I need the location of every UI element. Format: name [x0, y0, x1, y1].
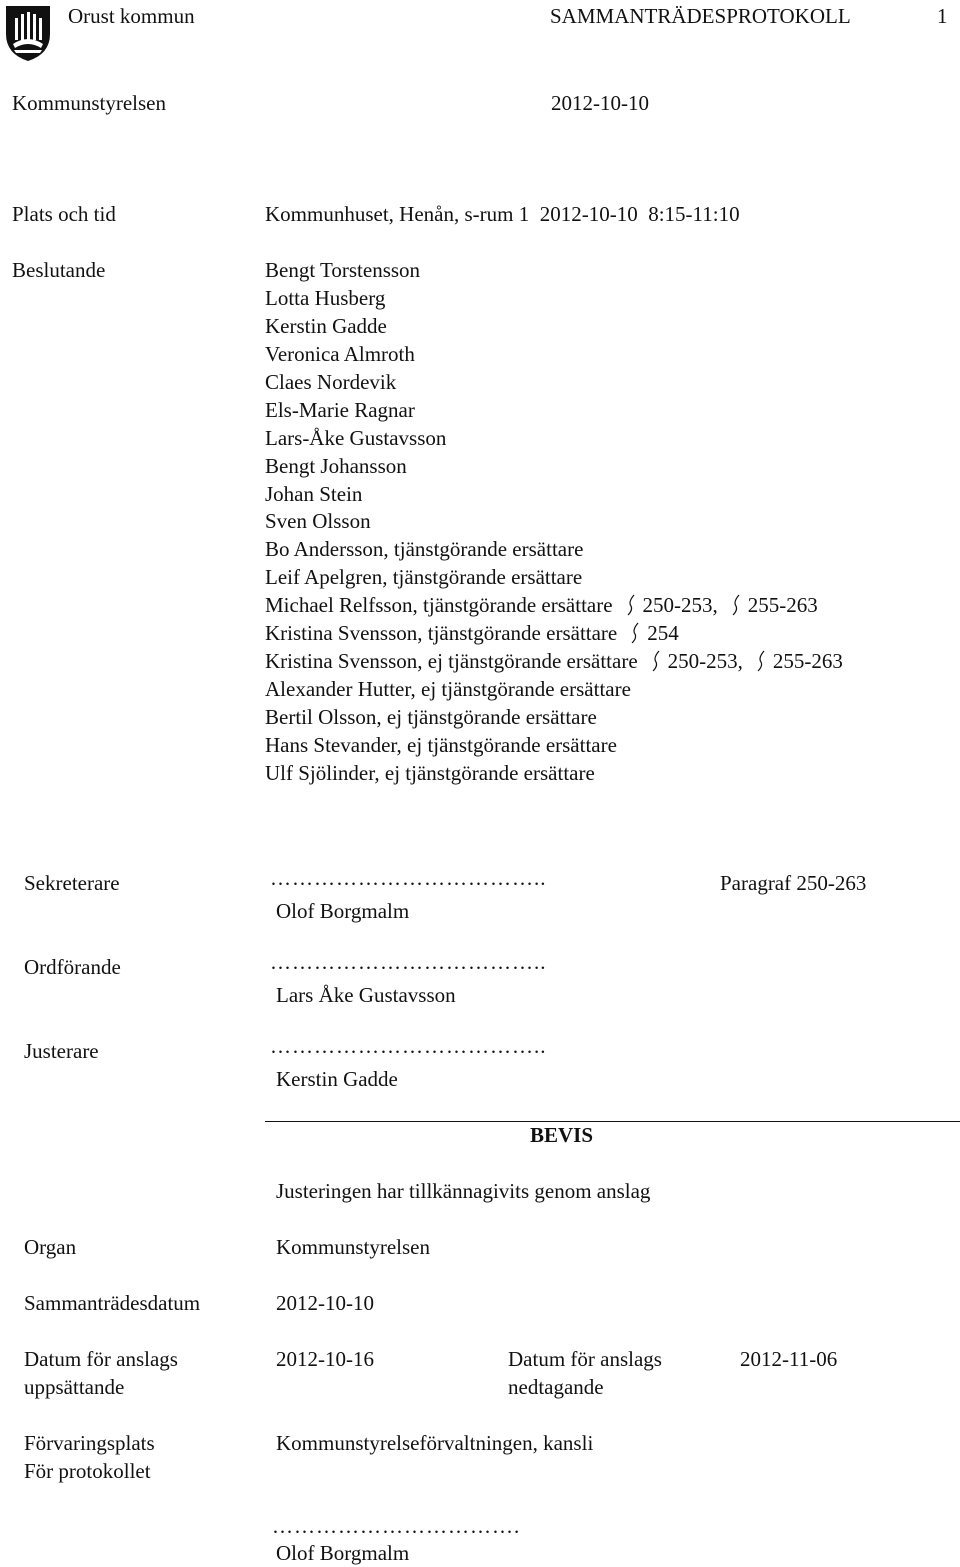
decider-paragraphs: 255-263	[772, 649, 843, 674]
adjuster-label: Justerare	[24, 1039, 99, 1063]
decider-name: Sven Olsson	[265, 509, 371, 534]
municipality-name: Orust kommun	[68, 4, 195, 28]
storage-value: Kommunstyrelseförvaltningen, kansli	[276, 1431, 594, 1455]
bevis-title: BEVIS	[530, 1123, 594, 1147]
decider-name: Bo Andersson, tjänstgörande ersättare	[265, 537, 584, 562]
decider-name: Lars-Åke Gustavsson	[265, 425, 447, 450]
body-name: Kommunstyrelsen	[12, 91, 166, 115]
decider-row	[265, 619, 843, 647]
decider-row	[265, 452, 843, 480]
posting-date-label: Datum för anslags	[24, 1347, 178, 1371]
decider-row	[265, 396, 843, 424]
decider-row	[265, 284, 843, 312]
decider-name: Hans Stevander, ej tjänstgörande ersättare	[265, 732, 617, 757]
decider-paragraphs: 254	[647, 621, 679, 646]
section-divider	[265, 1121, 960, 1122]
storage-label: Förvaringsplats	[24, 1431, 155, 1455]
decider-row	[265, 675, 843, 703]
chair-label: Ordförande	[24, 955, 121, 979]
decider-name: Kerstin Gadde	[265, 313, 387, 338]
bevis-statement: Justeringen har tillkännagivits genom anslag	[276, 1179, 651, 1203]
final-signer-name: Olof Borgmalm	[276, 1541, 410, 1565]
posting-date-label-cont: uppsättande	[24, 1375, 125, 1399]
final-signature-line: …………………………….	[272, 1514, 521, 1538]
chair-name: Lars Åke Gustavsson	[276, 983, 456, 1007]
page-number: 1	[937, 4, 948, 28]
section-sign-icon	[732, 594, 740, 616]
decider-row	[265, 368, 843, 396]
secretary-label: Sekreterare	[24, 871, 120, 895]
decider-paragraphs: 250-253,	[642, 593, 718, 618]
decider-name: Kristina Svensson, ej tjänstgörande ersättare	[265, 649, 638, 674]
section-sign-icon	[627, 594, 635, 616]
decider-row	[265, 731, 843, 759]
decider-name: Claes Nordevik	[265, 369, 397, 394]
secretary-signature-line: ………………………………..	[270, 866, 547, 890]
decider-row	[265, 507, 843, 535]
decider-paragraphs: 255-263	[747, 593, 818, 618]
decider-row	[265, 759, 843, 787]
chair-signature-line: ………………………………..	[270, 950, 547, 974]
decider-row	[265, 312, 843, 340]
decider-name: Bengt Torstensson	[265, 258, 421, 282]
decider-row	[265, 591, 843, 619]
secretary-name: Olof Borgmalm	[276, 899, 410, 923]
section-sign-icon	[757, 650, 765, 672]
decider-name: Alexander Hutter, ej tjänstgörande ersättare	[265, 677, 631, 702]
deciders-label: Beslutande	[12, 258, 106, 282]
deciders-list	[265, 256, 843, 787]
removal-date-label-cont: nedtagande	[508, 1375, 604, 1399]
decider-name: Bertil Olsson, ej tjänstgörande ersättare	[265, 705, 597, 729]
decider-name: Kristina Svensson, tjänstgörande ersättare	[265, 621, 618, 646]
organ-value: Kommunstyrelsen	[276, 1235, 430, 1259]
decider-row	[265, 563, 843, 591]
decider-name: Veronica Almroth	[265, 341, 415, 366]
decider-row	[265, 535, 843, 563]
decider-name: Leif Apelgren, tjänstgörande ersättare	[265, 565, 583, 590]
decider-name: Lotta Husberg	[265, 285, 386, 310]
place-value: Kommunhuset, Henån, s-rum 1 2012-10-10 8:15-11:10	[265, 202, 740, 226]
section-sign-icon	[631, 622, 639, 644]
decider-name: Els-Marie Ragnar	[265, 397, 415, 422]
decider-row	[265, 480, 843, 508]
section-sign-icon	[652, 650, 660, 672]
decider-row	[265, 703, 843, 731]
decider-name: Johan Stein	[265, 481, 363, 506]
paragraph-reference: Paragraf 250-263	[720, 871, 867, 895]
removal-date-label: Datum för anslags	[508, 1347, 662, 1371]
decider-paragraphs: 250-253,	[667, 649, 743, 674]
decider-row	[265, 256, 843, 284]
decider-row	[265, 340, 843, 368]
storage-label-cont: För protokollet	[24, 1459, 151, 1483]
meeting-date-value: 2012-10-10	[276, 1291, 374, 1315]
decider-row	[265, 647, 843, 675]
decider-name: Bengt Johansson	[265, 453, 407, 478]
organ-label: Organ	[24, 1235, 77, 1259]
decider-name: Ulf Sjölinder, ej tjänstgörande ersättare	[265, 760, 595, 785]
meeting-date-label: Sammanträdesdatum	[24, 1291, 201, 1315]
municipality-coat-of-arms	[4, 4, 52, 62]
header-date: 2012-10-10	[551, 91, 649, 115]
adjuster-signature-line: ………………………………..	[270, 1034, 547, 1058]
posting-date-value: 2012-10-16	[276, 1347, 374, 1371]
removal-date-value: 2012-11-06	[740, 1347, 838, 1371]
decider-row	[265, 424, 843, 452]
decider-name: Michael Relfsson, tjänstgörande ersättare	[265, 593, 613, 618]
document-type: SAMMANTRÄDESPROTOKOLL	[550, 4, 851, 28]
place-label: Plats och tid	[12, 202, 116, 226]
adjuster-name: Kerstin Gadde	[276, 1067, 398, 1091]
